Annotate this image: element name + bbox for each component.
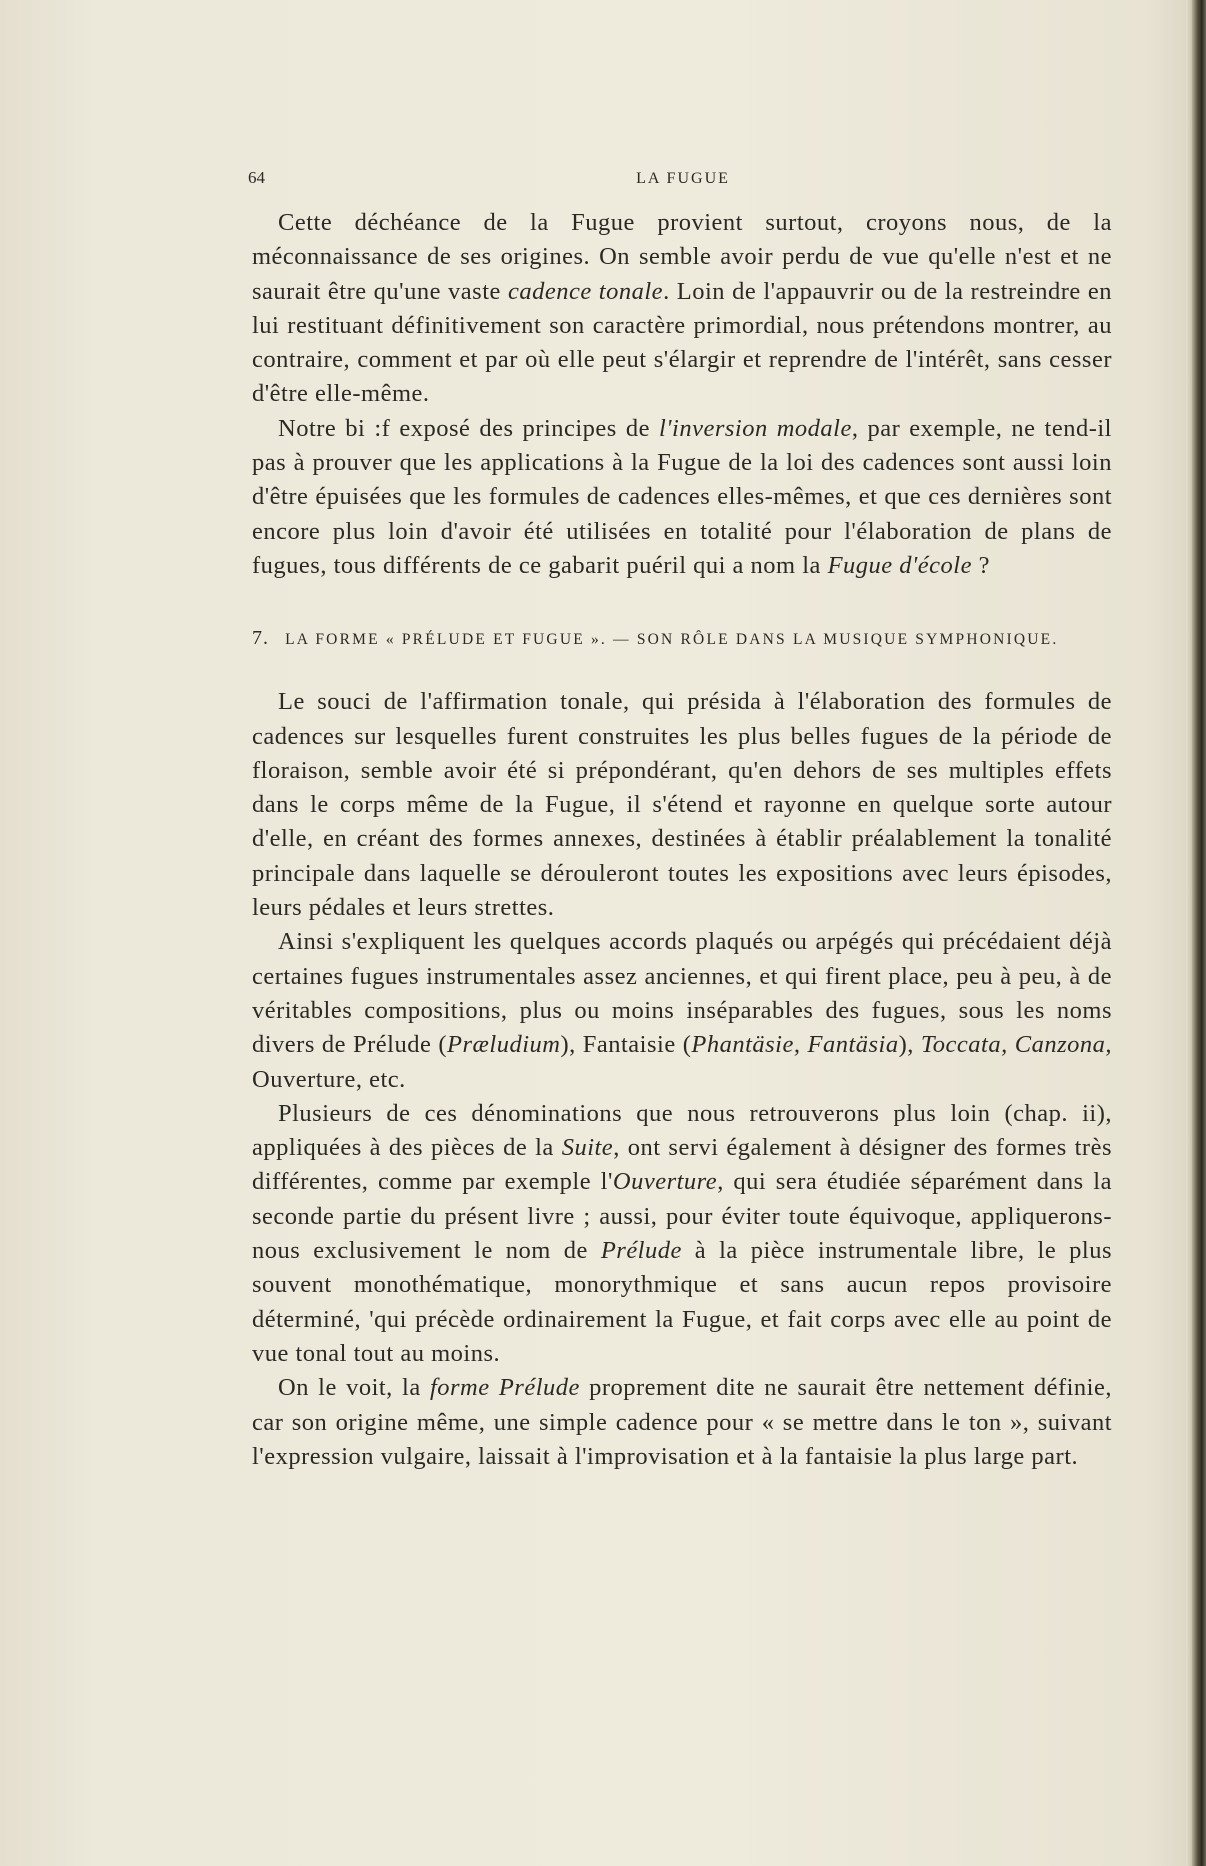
text-run: . Loin de l'appauvrir ou de la restreindre en lui restituant définitivement son caractère primordial, nous prétendons montrer, au contraire, comment et par où elle peut s'élargir et reprendre de l'intérêt, sans cesser d'être elle-même. (252, 277, 1112, 408)
text-run: Plusieurs de ces dénominations que nous retrouverons plus loin (chap. ii), appliquées à des pièces de la (252, 1099, 1112, 1162)
text-run: , ont servi également à désigner des formes très différentes, comme par exemple l' (252, 1134, 1112, 1196)
paragraph (252, 1097, 1112, 1371)
text-run: Ainsi s'expliquent les quelques accords plaqués ou arpégés qui précédaient déjà certaines fugues instrumentales assez anciennes, et qui firent place, peu à peu, à de véritables compositions, plus ou moins inséparables des fugues, sous les noms divers de Prélude ( (252, 928, 1112, 1059)
italic-term: forme Prélude (429, 1374, 580, 1402)
italic-term: cadence tonale (507, 277, 664, 305)
running-head (248, 168, 1118, 198)
section-title: LA FORME « PRÉLUDE ET FUGUE ». — SON RÔLE DANS LA MUSIQUE SYMPHONIQUE. (285, 631, 1059, 649)
paragraph (252, 206, 1112, 412)
section-number: 7. (252, 627, 269, 650)
book-spine-edge (1192, 0, 1206, 1866)
paragraphs-before-heading (252, 206, 1112, 583)
paragraph (252, 412, 1112, 583)
text-run: Notre bi :f exposé des principes de (278, 414, 659, 442)
text-run: Le souci de l'affirmation tonale, qui présida à l'élaboration des formules de cadences sur lesquelles furent construites les plus belles fugues de la période de floraison, semble avoir été si prépondérant, qu'en dehors de ses multiples effets dans le corps même de la Fugue, il s'étend et rayonne en quelque sorte autour d'elle, en créant des formes annexes, destinées à établir préalablement la tonalité principale dans laquelle se dérouleront toutes les expositions avec leurs épisodes, leurs pédales et leurs strettes. (252, 688, 1112, 922)
italic-term: Phantäsie, Fantäsia (691, 1031, 899, 1059)
text-run: proprement dite ne saurait être nettement définie, car son origine même, une simple cadence pour « se mettre dans le ton », suivant l'expression vulgaire, laissait à l'improvisation et à la fantaisie la plus large part. (252, 1374, 1112, 1470)
text-run: Cette déchéance de la Fugue provient surtout, croyons nous, de la méconnaissance de ses origines. On semble avoir perdu de vue qu'elle n'est et ne saurait être qu'une vaste (252, 209, 1112, 305)
text-run: ? (971, 551, 990, 579)
italic-term: l'inversion modale (658, 414, 852, 442)
paragraph (252, 925, 1112, 1096)
text-run: , par exemple, ne tend-il pas à prouver que les applications à la Fugue de la loi des cadences sont aussi loin d'être épuisées que les formules de cadences elles-mêmes, et que ces dernières sont encore plus loin d'avoir été utilisées en totalité pour l'élaboration de plans de fugues, tous différents de ce gabarit puéril qui a nom la (252, 414, 1112, 579)
italic-term: Suite (561, 1134, 614, 1162)
paragraph (252, 685, 1112, 925)
text-run: Ouverture, etc. (252, 1065, 406, 1093)
italic-term: Præludium (447, 1031, 561, 1059)
text-run: ), (898, 1031, 921, 1059)
italic-term: Fugue d'école (827, 551, 972, 579)
running-title: LA FUGUE (636, 170, 730, 187)
paragraph (252, 1371, 1112, 1474)
italic-term: Toccata, Canzona, (920, 1031, 1112, 1059)
body-text (252, 206, 1112, 1474)
italic-term: Ouverture (612, 1168, 718, 1196)
italic-term: Prélude (600, 1237, 682, 1265)
page-number: 64 (248, 168, 265, 187)
paragraphs-after-heading (252, 685, 1112, 1474)
text-run: ), Fantaisie ( (560, 1031, 692, 1059)
text-run: à la pièce instrumentale libre, le plus souvent monothématique, monorythmique et sans aucun repos provisoire déterminé, 'qui précède ordinairement la Fugue, et fait corps avec elle au point de vue tonal tout au moins. (252, 1237, 1113, 1367)
section-heading (252, 627, 1112, 651)
text-run: , qui sera étudiée séparément dans la seconde partie du présent livre ; aussi, pour éviter toute équivoque, appliquerons-nous exclusivement le nom de (252, 1168, 1112, 1265)
text-run: On le voit, la (278, 1374, 430, 1402)
